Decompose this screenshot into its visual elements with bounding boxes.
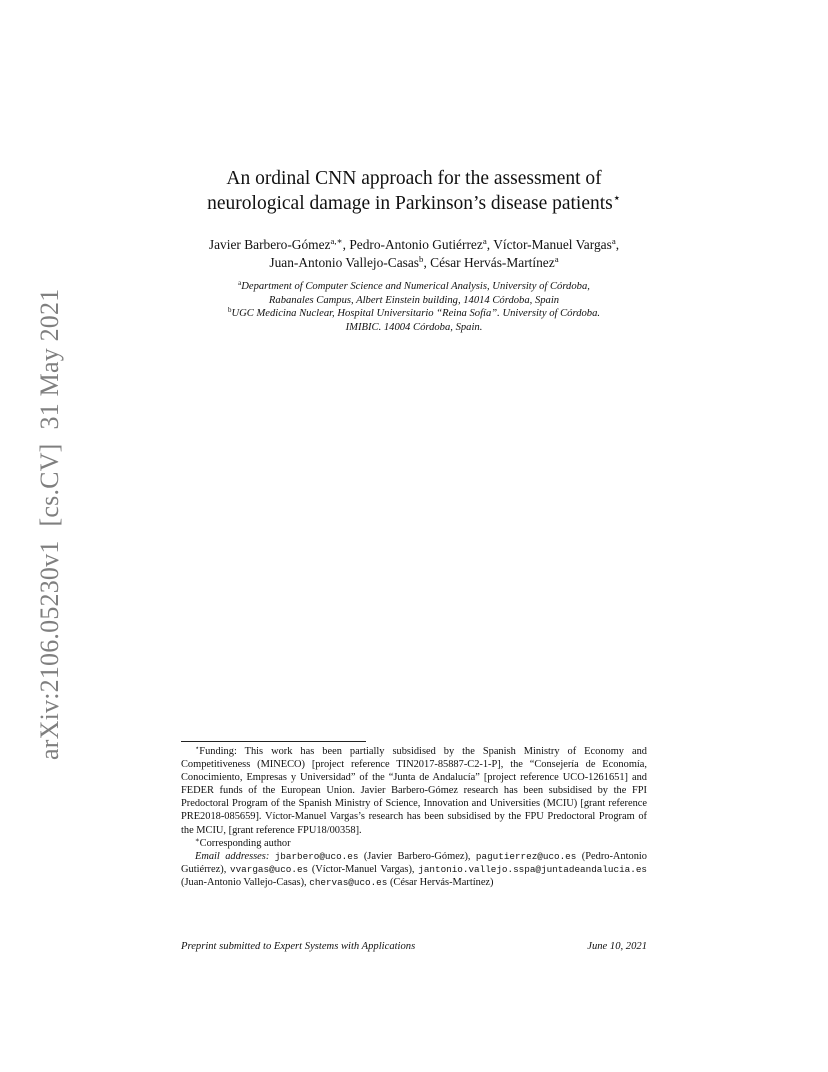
preprint-note: Preprint submitted to Expert Systems with Applications [181, 941, 416, 952]
affiliation-b: $^b$UGC Medicina Nuclear, Hospital Universitario “Reina Sofía”. University of Córdoba. [227, 306, 601, 320]
author-list [160, 236, 668, 272]
affiliation-a-line-2: Rabanales Campus, Albert Einstein building, 14014 Córdoba, Spain [268, 294, 560, 306]
email-link[interactable]: chervas@uco.es [309, 876, 388, 888]
author-name: César Hervás-Martínez [430, 255, 555, 270]
email-link[interactable]: jantonio.vallejo.sspa@juntadeandalucia.es [418, 863, 647, 875]
email-footnote: Email addresses: jbarbero@uco.es (Javier Barbero-Gómez), pagutierrez@uco.es (Pedro-Antonio Gutiérrez), vvargas@uco.es (Víctor-Manuel Vargas), jantonio.vallejo.sspa@juntadeandalucia.es (Juan-Antonio Vallejo-Casas), chervas@uco.es (César Hervás-Martínez) [181, 850, 647, 888]
arxiv-id: arXiv:2106.05230v1 [35, 540, 64, 760]
footnotes [181, 745, 647, 889]
preprint-date: June 10, 2021 [587, 941, 647, 952]
email-link[interactable]: jbarbero@uco.es [274, 850, 359, 862]
author-name: Javier Barbero-Gómez [208, 237, 331, 252]
email-label: Email addresses: [195, 850, 270, 862]
author-name: Pedro-Antonio Gutiérrez [349, 237, 483, 252]
title-footnote-mark: ⋆ [612, 190, 621, 205]
affiliations [160, 280, 668, 334]
corresponding-footnote: ∗Corresponding author [195, 836, 291, 849]
author-name: Juan-Antonio Vallejo-Casas [269, 255, 420, 270]
title-line-2: neurological damage in Parkinson’s disease patients⋆ [207, 190, 621, 214]
paper-title [160, 166, 668, 216]
footnote-rule [181, 741, 366, 742]
email-link[interactable]: vvargas@uco.es [230, 863, 309, 875]
arxiv-side-stamp [37, 275, 63, 760]
title-line-1: An ordinal CNN approach for the assessment of [226, 168, 602, 189]
arxiv-category: [cs.CV] [35, 443, 64, 527]
affiliation-b-line-2: IMIBIC. 14004 Córdoba, Spain. [345, 321, 483, 333]
author-line-2: Juan-Antonio Vallejo-Casas$^b$, César Hervás-Martínez$^a$ [269, 254, 559, 270]
affiliation-a: $^a$Department of Computer Science and Numerical Analysis, University of Córdoba, [238, 279, 590, 292]
author-line-1: Javier Barbero-Gómez$^{a,∗}$, Pedro-Antonio Gutiérrez$^a$, Víctor-Manuel Vargas$^a$, [208, 236, 620, 252]
funding-footnote: ⋆Funding: This work has been partially subsidised by the Spanish Ministry of Economy and Competitiveness (MINECO) [project reference TIN2017-85887-C2-1-P], the “Consejería de Economía, Conocimiento, Empresas y Universidad” of the “Junta de Andalucía” [project reference UCO-1261651] and FEDER funds of the European Union. Javier Barbero-Gómez research has been subsidised by the FPI Predoctoral Program of the Spanish Ministry of Science, Innovation and Universities (MCIU) [grant reference PRE2018-085659]. Víctor-Manuel Vargas’s research has been subsidised by the FPU Predoctoral Program of the MCIU, [grant reference FPU18/00358]. [181, 745, 647, 836]
email-link[interactable]: pagutierrez@uco.es [475, 850, 577, 862]
author-name: Víctor-Manuel Vargas [493, 237, 612, 252]
arxiv-date: 31 May 2021 [35, 288, 64, 430]
